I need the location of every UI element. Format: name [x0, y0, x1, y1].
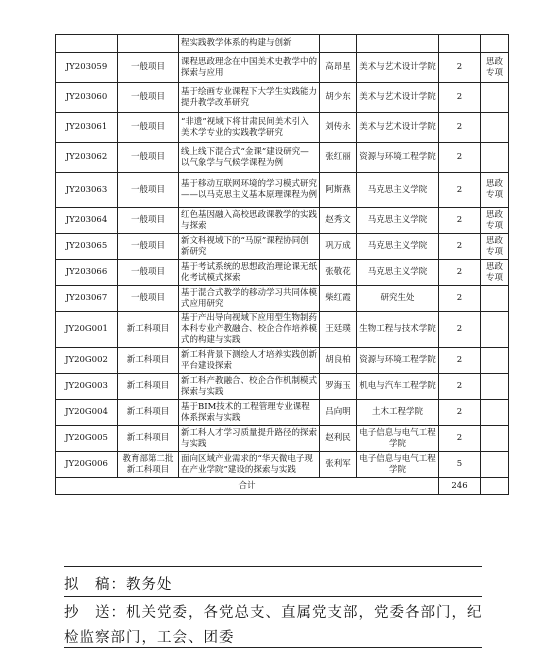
project-title: 基于绘画专业课程下大学生实践能力提升教学改革研究 [179, 83, 320, 113]
table-row [56, 113, 509, 143]
project-type: 一般项目 [118, 260, 179, 286]
project-type: 新工科项目 [118, 374, 179, 400]
leader-name: 胡少东 [320, 83, 357, 113]
project-type: 新工科项目 [118, 400, 179, 426]
funding-amount: 2 [439, 173, 481, 208]
table-row [56, 312, 509, 348]
department: 研究生处 [357, 286, 439, 312]
project-note [481, 35, 509, 53]
leader-name [320, 35, 357, 53]
project-id: JY203059 [56, 53, 118, 83]
funding-amount: 2 [439, 113, 481, 143]
project-title: 基于BIM技术的工程管理专业课程体系探索与实践 [179, 400, 320, 426]
department: 美术与艺术设计学院 [357, 113, 439, 143]
project-id: JY20G002 [56, 348, 118, 374]
project-type: 一般项目 [118, 286, 179, 312]
project-id: JY20G004 [56, 400, 118, 426]
leader-name: 王廷璞 [320, 312, 357, 348]
project-type: 一般项目 [118, 113, 179, 143]
project-type [118, 35, 179, 53]
project-title: “非遗”视域下将甘肃民间美术引入美术学专业的实践教学研究 [179, 113, 320, 143]
funding-amount: 2 [439, 312, 481, 348]
table-row [56, 348, 509, 374]
table-row [56, 426, 509, 452]
department: 美术与艺术设计学院 [357, 83, 439, 113]
funding-amount: 2 [439, 374, 481, 400]
project-type: 一般项目 [118, 143, 179, 173]
project-note [481, 452, 509, 478]
project-id: JY203066 [56, 260, 118, 286]
leader-name: 张红丽 [320, 143, 357, 173]
project-type: 一般项目 [118, 53, 179, 83]
leader-name: 高昂星 [320, 53, 357, 83]
leader-name: 阿斯燕 [320, 173, 357, 208]
project-type: 新工科项目 [118, 348, 179, 374]
table-row [56, 286, 509, 312]
project-table [55, 34, 509, 495]
project-id: JY20G006 [56, 452, 118, 478]
project-title: 课程思政理念在中国美术史教学中的探索与应用 [179, 53, 320, 83]
project-type: 一般项目 [118, 234, 179, 260]
project-type: 新工科项目 [118, 426, 179, 452]
department: 生物工程与技术学院 [357, 312, 439, 348]
project-note: 思政专项 [481, 234, 509, 260]
cc-line-2: 检监察部门，工会、团委 [64, 630, 235, 646]
table-row [56, 374, 509, 400]
table-row [56, 234, 509, 260]
table-row [56, 35, 509, 53]
project-title: 基于混合式教学的移动学习共同体模式应用研究 [179, 286, 320, 312]
funding-amount: 2 [439, 426, 481, 452]
leader-name: 胡良柏 [320, 348, 357, 374]
department: 马克思主义学院 [357, 208, 439, 234]
table-row [56, 143, 509, 173]
project-note [481, 83, 509, 113]
project-title: 基于产出导向视域下应用型生物制药本科专业产教融合、校企合作培养模式的构建与实践 [179, 312, 320, 348]
project-id: JY203061 [56, 113, 118, 143]
department: 马克思主义学院 [357, 234, 439, 260]
department: 机电与汽车工程学院 [357, 374, 439, 400]
funding-amount: 2 [439, 53, 481, 83]
department: 资源与环境工程学院 [357, 348, 439, 374]
department: 电子信息与电气工程学院 [357, 426, 439, 452]
leader-name: 柴红霞 [320, 286, 357, 312]
project-note [481, 374, 509, 400]
table-row [56, 173, 509, 208]
project-title: 基于考试系统的思想政治理论课无纸化考试模式探索 [179, 260, 320, 286]
project-note: 思政专项 [481, 260, 509, 286]
table-row [56, 208, 509, 234]
department: 土木工程学院 [357, 400, 439, 426]
funding-amount: 2 [439, 234, 481, 260]
total-label: 合计 [56, 478, 439, 495]
divider-line [64, 596, 482, 597]
project-type: 新工科项目 [118, 312, 179, 348]
drafted-by: 拟 稿：教务处 [64, 577, 173, 593]
project-id: JY20G005 [56, 426, 118, 452]
project-type: 一般项目 [118, 173, 179, 208]
project-type: 教育部第二批新工科项目 [118, 452, 179, 478]
funding-amount: 2 [439, 208, 481, 234]
project-type: 一般项目 [118, 83, 179, 113]
total-value: 246 [439, 478, 481, 495]
project-note: 思政专项 [481, 208, 509, 234]
project-note: 思政专项 [481, 173, 509, 208]
funding-amount: 2 [439, 83, 481, 113]
leader-name: 赵利民 [320, 426, 357, 452]
funding-amount: 2 [439, 260, 481, 286]
divider-line [64, 566, 482, 567]
project-id: JY20G003 [56, 374, 118, 400]
table-row [56, 400, 509, 426]
leader-name: 巩万成 [320, 234, 357, 260]
leader-name: 张利军 [320, 452, 357, 478]
leader-name: 张敬花 [320, 260, 357, 286]
project-id: JY203067 [56, 286, 118, 312]
department: 资源与环境工程学院 [357, 143, 439, 173]
table-row [56, 83, 509, 113]
project-note [481, 400, 509, 426]
project-title: 基于移动互联网环境的学习模式研究——以马克思主义基本原理课程为例 [179, 173, 320, 208]
project-id: JY203060 [56, 83, 118, 113]
project-title: 面向区域产业需求的“华天微电子现在产业学院”建设的探索与实践 [179, 452, 320, 478]
project-note [481, 286, 509, 312]
project-title: 线上线下混合式“金课”建设研究—以气象学与气候学课程为例 [179, 143, 320, 173]
project-type: 一般项目 [118, 208, 179, 234]
project-title: 新文科视域下的“马原”课程协同创新研究 [179, 234, 320, 260]
project-note [481, 348, 509, 374]
table-row [56, 452, 509, 478]
divider-line [64, 647, 482, 648]
leader-name: 罗海玉 [320, 374, 357, 400]
leader-name: 赵秀文 [320, 208, 357, 234]
leader-name: 吕向明 [320, 400, 357, 426]
project-id [56, 35, 118, 53]
funding-amount: 2 [439, 348, 481, 374]
project-id: JY203062 [56, 143, 118, 173]
department [357, 35, 439, 53]
project-note: 思政专项 [481, 53, 509, 83]
department: 电子信息与电气工程学院 [357, 452, 439, 478]
project-title: 新工科背景下测绘人才培养实践创新平台建设探索 [179, 348, 320, 374]
funding-amount: 5 [439, 452, 481, 478]
project-id: JY203063 [56, 173, 118, 208]
project-title: 程实践教学体系的构建与创新 [179, 35, 320, 53]
project-id: JY20G001 [56, 312, 118, 348]
funding-amount [439, 35, 481, 53]
project-note [481, 143, 509, 173]
table-row [56, 53, 509, 83]
leader-name: 刘传永 [320, 113, 357, 143]
department: 马克思主义学院 [357, 173, 439, 208]
funding-amount: 2 [439, 400, 481, 426]
project-title: 红色基因融入高校思政课教学的实践与探索 [179, 208, 320, 234]
department: 美术与艺术设计学院 [357, 53, 439, 83]
project-note [481, 312, 509, 348]
total-row [56, 478, 509, 495]
funding-amount: 2 [439, 286, 481, 312]
project-note [481, 113, 509, 143]
total-note [481, 478, 509, 495]
department: 马克思主义学院 [357, 260, 439, 286]
cc-line-1: 抄 送：机关党委，各党总支、直属党支部，党委各部门，纪 [64, 605, 483, 621]
table-row [56, 260, 509, 286]
project-id: JY203065 [56, 234, 118, 260]
project-id: JY203064 [56, 208, 118, 234]
funding-amount: 2 [439, 143, 481, 173]
project-note [481, 426, 509, 452]
project-title: 新工科产教融合、校企合作机制模式探索与实践 [179, 374, 320, 400]
project-title: 新工科人才学习质量提升路径的探索与实践 [179, 426, 320, 452]
table-body [56, 35, 509, 495]
